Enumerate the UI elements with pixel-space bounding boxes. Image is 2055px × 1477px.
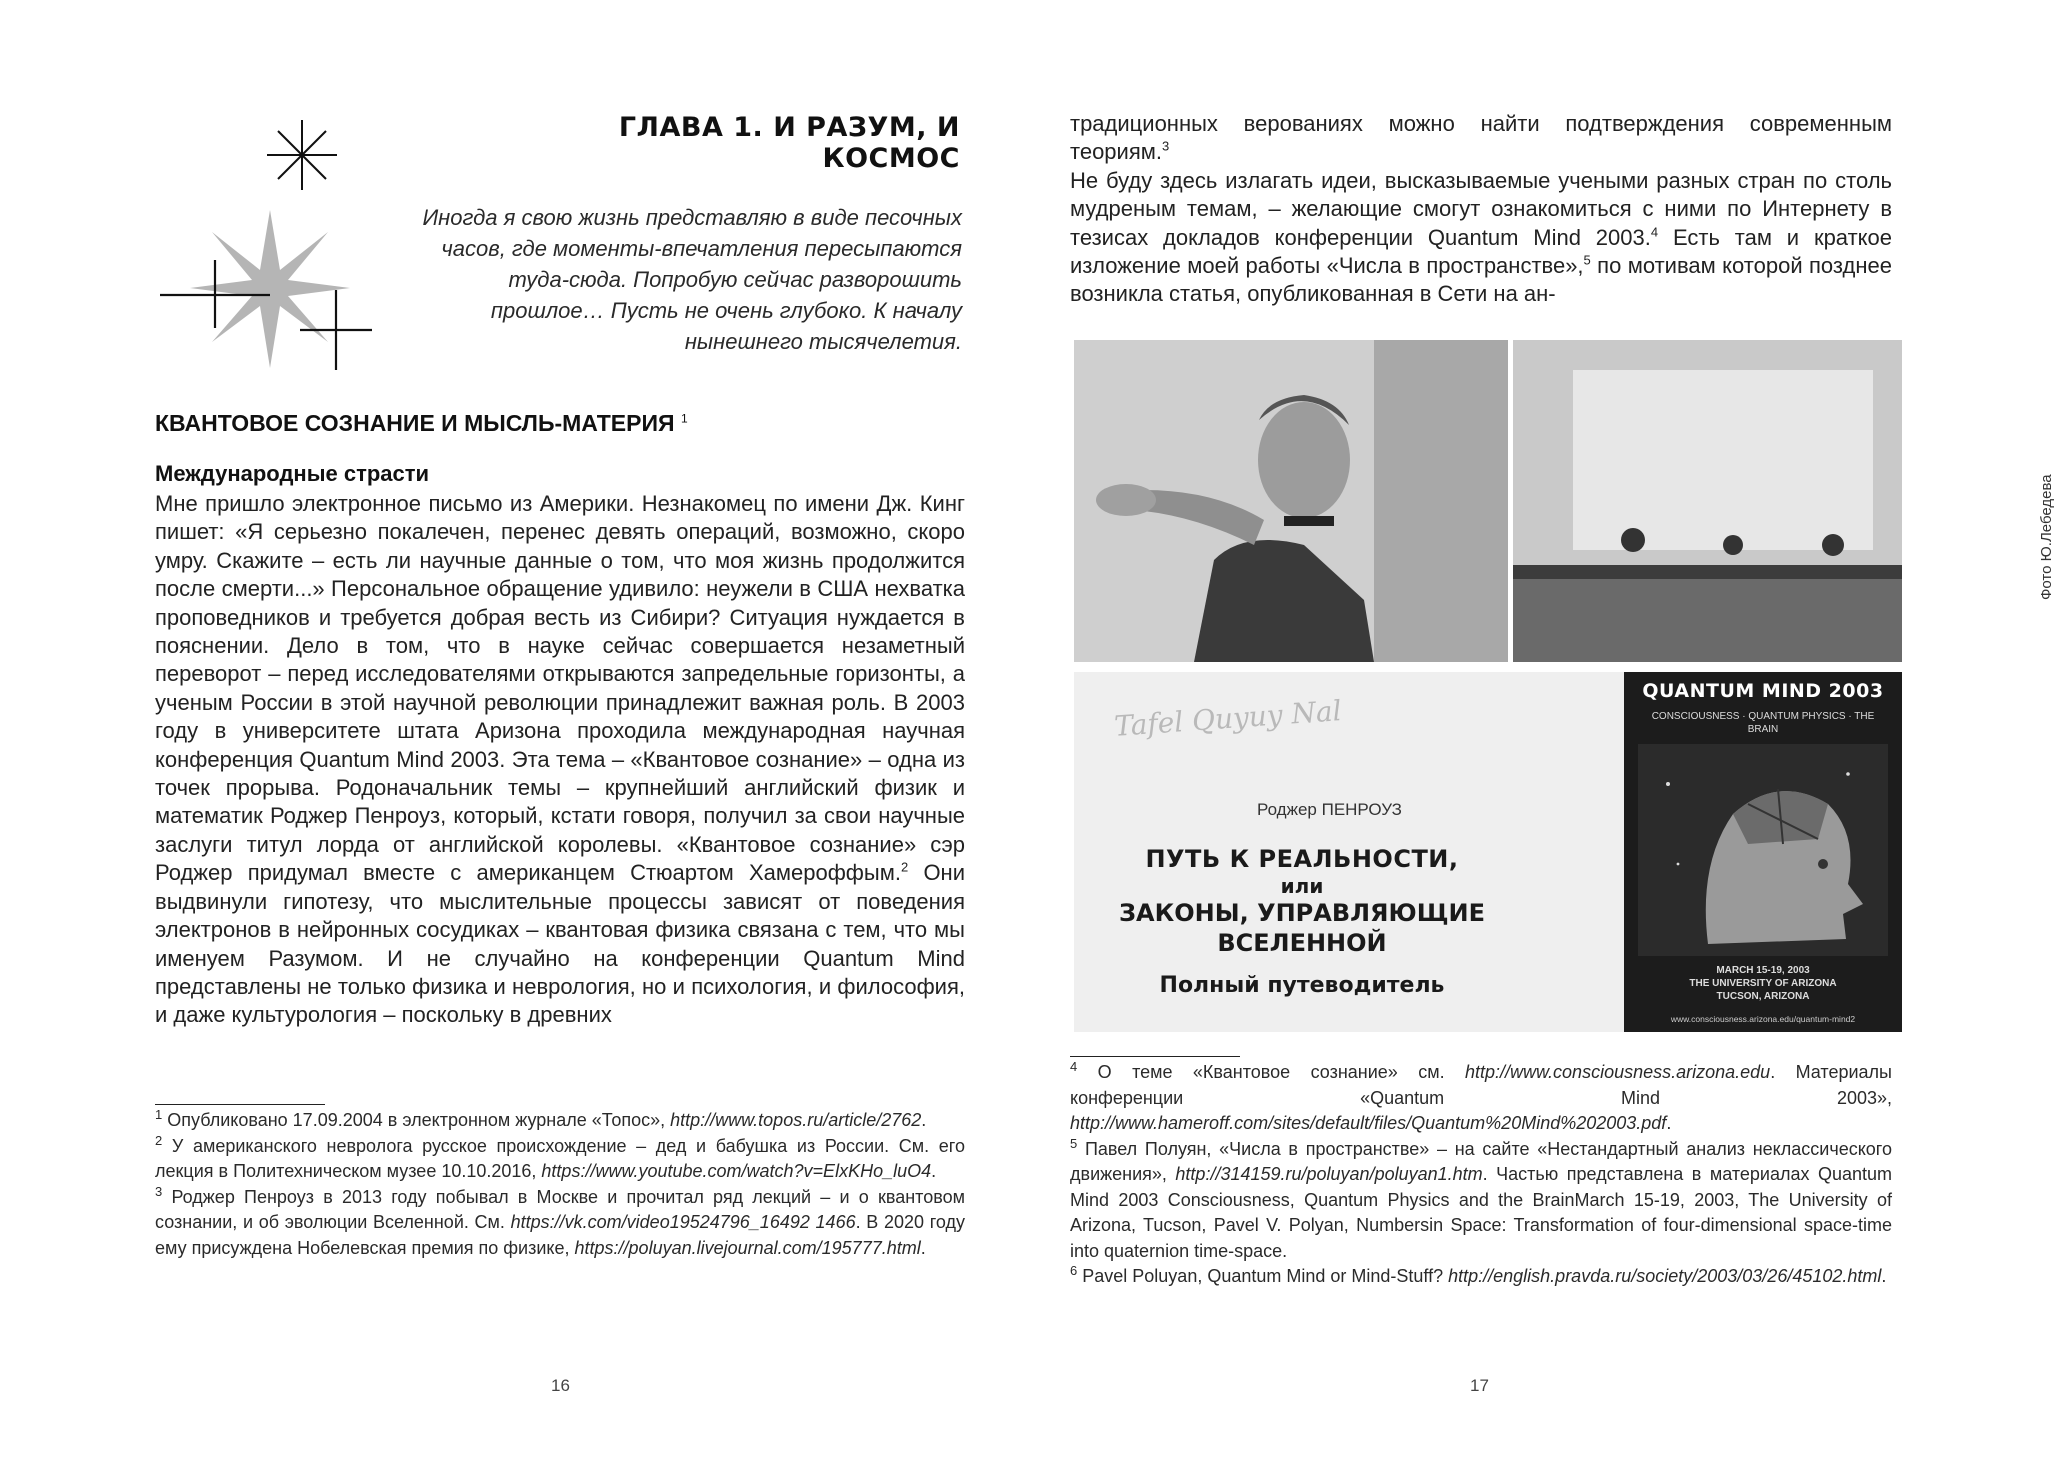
epigraph bbox=[330, 202, 962, 357]
footnote-text: . В 2020 году ему присуждена Нобелевская премия по физике, bbox=[155, 1212, 966, 1258]
footnote-divider bbox=[155, 1104, 325, 1105]
footnote-link[interactable]: http://314159.ru/poluyan/poluyan1.htm bbox=[1175, 1164, 1483, 1184]
footnote-text: Pavel Poluyan, Quantum Mind or Mind-Stuff? bbox=[1082, 1266, 1449, 1286]
right-page bbox=[1000, 0, 2055, 1477]
subheading: Международные страсти bbox=[155, 461, 430, 486]
conference-poster bbox=[1624, 672, 1902, 1032]
body-text bbox=[155, 490, 965, 1030]
footnote-ref: 3 bbox=[1161, 139, 1170, 155]
footnote-link[interactable]: http://www.consciousness.arizona.edu bbox=[1465, 1062, 1771, 1082]
section-heading-text: КВАНТОВОЕ СОЗНАНИЕ И МЫСЛЬ-МАТЕРИЯ bbox=[155, 410, 675, 436]
footnote bbox=[1070, 1060, 1892, 1137]
footnote-divider bbox=[1070, 1056, 1240, 1057]
chapter-title: ГЛАВА 1. И РАЗУМ, И КОСМОС bbox=[618, 112, 960, 174]
book-title-line: ПУТЬ К РЕАЛЬНОСТИ, bbox=[1145, 845, 1459, 873]
footnotes-right bbox=[1070, 1060, 1892, 1290]
footnote-ref: 4 bbox=[1650, 224, 1659, 240]
footnote-num: 1 bbox=[155, 1107, 163, 1122]
page-number: 17 bbox=[1470, 1376, 1489, 1395]
book-title-line: ВСЕЛЕННОЙ bbox=[1217, 929, 1387, 957]
footnote-text: Павел Полуян, «Числа в пространстве» – на сайте «Нестандартный анализ неклассического движения», bbox=[1070, 1138, 1892, 1184]
epigraph-line: туда-сюда. Попробую сейчас разворошить bbox=[508, 267, 962, 292]
epigraph-line: прошлое… Пусть не очень глубоко. К началу bbox=[490, 298, 962, 323]
poster-title: QUANTUM MIND 2003 bbox=[1642, 680, 1884, 702]
footnote bbox=[155, 1108, 965, 1134]
body-paragraph: Они выдвинули гипотезу, что мыслительные процессы зависят от поведения электронов в нейронных сосудиках – квантовая физика связана с тем, что мы именуем Разумом. И не случайно на конференции Quantum Mind представлены не только физика и неврология, но и психология, и философия, и даже культурология – поскольку в древних bbox=[155, 860, 965, 1028]
footnote-text: . bbox=[920, 1237, 926, 1258]
footnotes-left bbox=[155, 1108, 965, 1261]
poster-date-line: MARCH 15-19, 2003 bbox=[1716, 965, 1810, 976]
poster-date-line: TUCSON, ARIZONA bbox=[1716, 991, 1810, 1002]
book-cover-photo bbox=[1074, 672, 1902, 1032]
photo-credit: Фото Ю.Лебедева bbox=[2038, 474, 2055, 600]
left-page bbox=[0, 0, 1000, 1477]
footnote-text: . Материалы конференции «Quantum Mind 2003», bbox=[1070, 1062, 1892, 1108]
footnote-text: У американского невролога русское происхождение – дед и бабушка из России. См. его лекция в Политехническом музее 10.10.2016, bbox=[155, 1135, 965, 1181]
poster-date-line: THE UNIVERSITY OF ARIZONA bbox=[1689, 978, 1837, 989]
photo-hall bbox=[1513, 340, 1902, 662]
body-paragraph: Есть там и краткое изложение моей работы «Числа в пространстве», bbox=[1070, 224, 1892, 279]
footnote-text: Роджер Пенроуз в 2013 году побывал в Москве и прочитал ряд лекций – и о квантовом сознании, и об эволюции Вселенной. См. bbox=[155, 1186, 965, 1232]
footnote bbox=[1070, 1137, 1892, 1265]
footnote bbox=[155, 1185, 965, 1262]
section-heading bbox=[155, 410, 975, 437]
footnote-num: 3 bbox=[155, 1183, 163, 1199]
book-title-line: или bbox=[1280, 874, 1324, 898]
footnote-link[interactable]: https://vk.com/video19524796_16492 1466 bbox=[510, 1212, 856, 1232]
book-subtitle: Полный путеводитель bbox=[1159, 973, 1445, 998]
footnote-ref: 2 bbox=[900, 859, 909, 875]
footnote-text: . bbox=[1666, 1113, 1672, 1133]
page-number: 16 bbox=[551, 1376, 570, 1395]
body-paragraph: по мотивам которой позднее возникла статья, опубликованная в Сети на ан- bbox=[1070, 253, 1892, 307]
book-title bbox=[1104, 844, 1500, 1002]
speaker-illustration bbox=[1074, 340, 1508, 662]
footnote-text: . bbox=[1881, 1266, 1887, 1286]
footnote-ref: 5 bbox=[1583, 252, 1591, 268]
epigraph-line: часов, где моменты-впечатления пересыпаются bbox=[441, 236, 962, 261]
poster-head-illustration bbox=[1638, 744, 1888, 956]
epigraph-line: Иногда я свою жизнь представляю в виде песочных bbox=[422, 205, 962, 230]
book-title-line: ЗАКОНЫ, УПРАВЛЯЮЩИЕ bbox=[1119, 899, 1485, 927]
footnote-num: 4 bbox=[1070, 1059, 1078, 1074]
star-small-icon bbox=[267, 120, 337, 190]
body-paragraph: традиционных верованиях можно найти подтверждения современным теориям. bbox=[1070, 111, 1892, 165]
footnote-link[interactable]: http://www.topos.ru/article/2762 bbox=[670, 1110, 922, 1130]
poster-subtitle: CONSCIOUSNESS · QUANTUM PHYSICS · THE BRAIN bbox=[1651, 711, 1875, 735]
footnote-ref: 1 bbox=[680, 411, 688, 426]
epigraph-line: нынешнего тысячелетия. bbox=[684, 329, 962, 354]
footnote-link[interactable]: http://www.hameroff.com/sites/default/files/Quantum%20Mind%202003.pdf bbox=[1070, 1113, 1667, 1133]
footnote-text: Опубликовано 17.09.2004 в электронном журнале «Топос», bbox=[167, 1110, 671, 1130]
footnote-link[interactable]: https://www.youtube.com/watch?v=ElxKHo_luO4 bbox=[541, 1161, 932, 1181]
footnote-text: . bbox=[921, 1110, 927, 1130]
handwriting-signature: Tafel Quyuy Nal bbox=[1113, 694, 1343, 743]
body-paragraph: Мне пришло электронное письмо из Америки. Незнакомец по имени Дж. Кинг пишет: «Я серьезно покалечен, перенес девять операций, возможно, скоро умру. Скажите – есть ли научные данные о том, что моя жизнь продолжится после смерти...» Персональное обращение удивило: неужели в США нехватка проповедников и требуется добрая весть из Сибири? Ситуация нуждается в пояснении. Дело в том, что в науке сейчас совершается незаметный переворот – перед исследователями открываются запредельные горизонты, а ученым России в этой научной революции принадлежит важная роль. В 2003 году в университете штата Аризона проходила международная научная конференция Quantum Mind 2003. Эта тема – «Квантовое сознание» – одна из точек прорыва. Родоначальник темы – крупнейший английский физик и математик Роджер Пенроуз, который, кстати говоря, получил за свои научные заслуги титул лорда от английской королевы. «Квантовое сознание» сэр Роджер придумал вместе с американцем Стюартом Хамероффым. bbox=[155, 491, 965, 886]
footnote-text: . bbox=[931, 1161, 937, 1181]
poster-dates bbox=[1624, 964, 1902, 1003]
footnote-link[interactable]: http://english.pravda.ru/society/2003/03/26/45102.html bbox=[1448, 1266, 1882, 1286]
footnote-text: О теме «Квантовое сознание» см. bbox=[1097, 1062, 1466, 1082]
poster-url: www.consciousness.arizona.edu/quantum-mind2 bbox=[1670, 1014, 1856, 1024]
footnote bbox=[1070, 1264, 1892, 1290]
photo-speaker bbox=[1074, 340, 1508, 662]
body-paragraph: Не буду здесь излагать идеи, высказываемые учеными разных стран по столь мудреным темам, – желающие смогут ознакомиться с ними по Интернету в тезисах докладов конференции Quantum Mind 2003. bbox=[1070, 167, 1892, 250]
footnote bbox=[155, 1134, 965, 1185]
footnote-num: 2 bbox=[155, 1132, 163, 1148]
footnote-link[interactable]: https://poluyan.livejournal.com/195777.html bbox=[574, 1237, 921, 1258]
body-text bbox=[1070, 110, 1892, 309]
hall-illustration bbox=[1513, 340, 1902, 662]
footnote-num: 6 bbox=[1070, 1263, 1078, 1278]
footnote-text: . Частью представлена в материалах Quantum Mind 2003 Consciousness, Quantum Physics and the BrainMarch 15-19, 2003, The University of Arizona, Tucson, Pavel V. Polyan, Numbersin Space: Transformation of four-dimensional space-time into quaternion time-space. bbox=[1070, 1164, 1892, 1261]
book-author: Роджер ПЕНРОУЗ bbox=[1257, 800, 1402, 819]
footnote-num: 5 bbox=[1070, 1135, 1078, 1151]
